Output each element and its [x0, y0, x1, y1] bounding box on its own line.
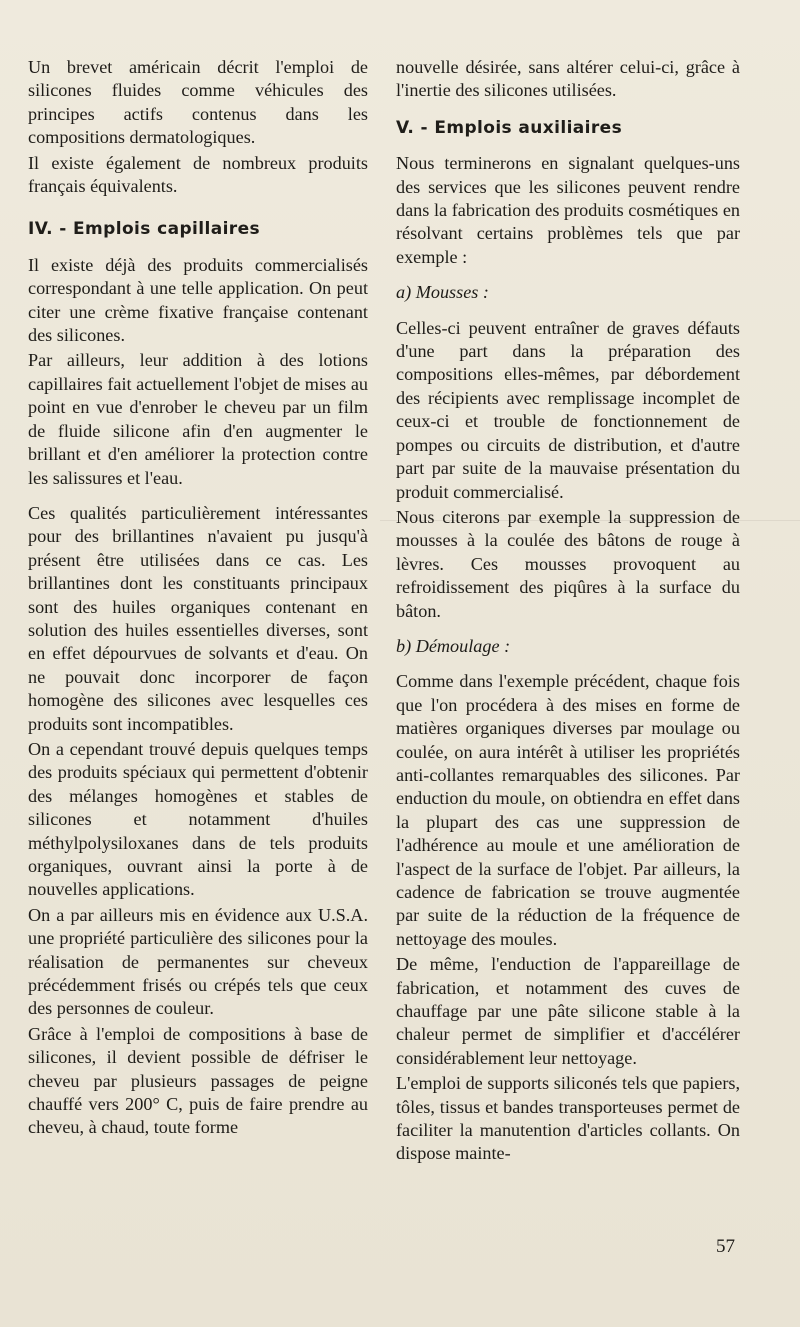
right-column — [396, 56, 740, 1166]
paragraph: Nous citerons par exemple la suppression de mousses à la coulée des bâtons de rouge à lèvres. Ces mousses provoquent au refroidissement des piqûres à la surface du bâton. — [396, 506, 740, 621]
page-number: 57 — [716, 1236, 735, 1257]
paragraph: De même, l'enduction de l'appareillage de fabrication, et notamment des cuves de chauffage par une pâte silicone stable à la chaleur permet de simplifier et d'accélérer considérablement leur nettoyage. — [396, 954, 740, 1068]
section-heading-iv: IV. - Emplois capillaires — [28, 219, 261, 240]
section-heading-v: V. - Emplois auxiliaires — [396, 117, 623, 138]
paragraph: L'emploi de supports siliconés tels que papiers, tôles, tissus et bandes transporteuses permet de faciliter la manutention d'articles collants. On dispose mainte- — [396, 1073, 740, 1164]
paragraph: Par ailleurs, leur addition à des lotions capillaires fait actuellement l'objet de mises au point en vue d'enrober le cheveu par un film de fluide silicone afin d'en augmenter le brillant et d'en améliorer la protection contre les salissures et l'eau. — [28, 350, 368, 488]
subheading-demoulage: b) Démoulage : — [396, 635, 511, 656]
paragraph: Celles-ci peuvent entraîner de graves défauts d'une part dans la préparation des compositions elles-mêmes, par débordement des récipients avec remplissage incomplet de ceux-ci et trouble de fonctionnement de pompes ou circuits de distribution, et d'autre part par suite de la mauvaise présentation du produit commercialisé. — [396, 317, 740, 502]
paragraph: Il existe déjà des produits commercialisés correspondant à une telle application. On peut citer une crème fixative française contenant des silicones. — [28, 254, 368, 346]
paragraph: On a cependant trouvé depuis quelques temps des produits spéciaux qui permettent d'obtenir des mélanges homogènes et stables de silicones et notamment d'huiles méthylpolysiloxanes dans de tels produits organiques, ouvrant ainsi la porte à de nouvelles applications. — [28, 738, 368, 900]
paragraph: Comme dans l'exemple précédent, chaque fois que l'on procédera à des mises en forme de matières organiques diverses par moulage ou coulée, on aura intérêt à utiliser les propriétés anti-collantes remarquables des silicones. Par enduction du moule, on obtiendra en effet dans la plupart des cas une suppression de l'adhérence au moule et une amélioration de l'aspect de la surface de l'objet. Par ailleurs, la cadence de fabrication se trouve augmentée par suite de la réduction de la fréquence de nettoyage des moules. — [396, 671, 740, 949]
paragraph: On a par ailleurs mis en évidence aux U.S.A. une propriété particulière des silicones pour la réalisation de permanentes sur cheveux précédemment frisés ou crépés tels que ceux des personnes de couleur. — [28, 904, 368, 1019]
paragraph: Grâce à l'emploi de compositions à base de silicones, il devient possible de défriser le cheveu par plusieurs passages de peigne chauffé vers 200° C, puis de faire prendre au cheveu, à chaud, toute forme — [28, 1023, 368, 1138]
paragraph: Il existe également de nombreux produits français équivalents. — [28, 152, 368, 197]
paragraph: Un brevet américain décrit l'emploi de silicones fluides comme véhicules des principes actifs contenus dans les compositions dermatologiques. — [28, 57, 368, 148]
subheading-mousses: a) Mousses : — [396, 282, 489, 303]
paragraph: Ces qualités particulièrement intéressantes pour des brillantines n'avaient pu jusqu'à présent être utilisées dans ce cas. Les brillantines dont les constituants principaux sont des huiles organiques contenant en solution des huiles essentielles diverses, sont en effet dépourvues de solvants et d'eau. On ne pouvait donc incorporer de façon homogène des silicones avec lesquelles ces produits sont incompatibles. — [28, 502, 368, 734]
left-column — [28, 56, 368, 1140]
paragraph: Nous terminerons en signalant quelques-uns des services que les silicones peuvent rendre dans la fabrication des produits cosmétiques en résolvant certains problèmes tels que par exemple : — [396, 153, 740, 267]
paragraph: nouvelle désirée, sans altérer celui-ci, grâce à l'inertie des silicones utilisées. — [396, 57, 740, 101]
